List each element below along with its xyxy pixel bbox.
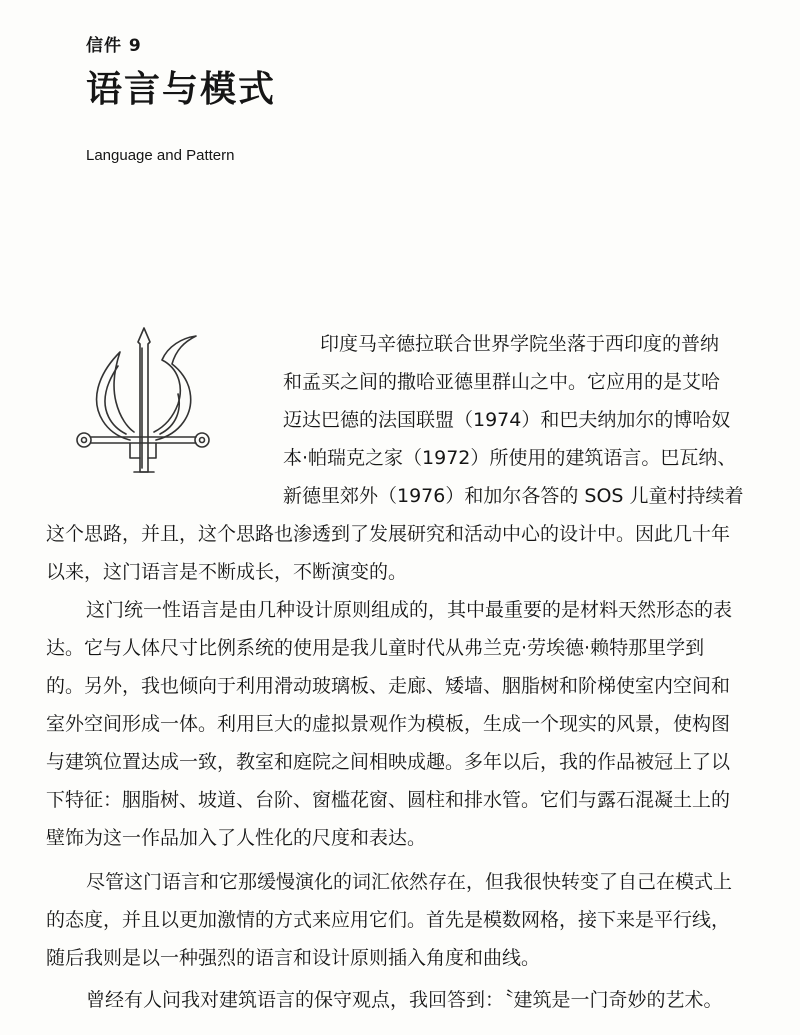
- body-text-line: 曾经有人问我对建筑语言的保守观点，我回答到：〝建筑是一门奇妙的艺术。: [86, 989, 723, 1011]
- page-title: 语言与模式: [86, 69, 277, 110]
- body-text-line: 室外空间形成一体。利用巨大的虚拟景观作为模板，生成一个现实的风景，使构图: [46, 713, 731, 735]
- body-text-line: 壁饰为这一作品加入了人性化的尺度和表达。: [46, 827, 427, 849]
- trident-emblem-icon: [68, 322, 218, 482]
- page-subtitle: Language and Pattern: [86, 147, 235, 164]
- body-text-line: 迈达巴德的法国联盟（1974）和巴夫纳加尔的博哈奴: [283, 409, 731, 431]
- body-text-line: 的。另外，我也倾向于利用滑动玻璃板、走廊、矮墙、胭脂树和阶梯使室内空间和: [46, 675, 731, 697]
- body-text-line: 随后我则是以一种强烈的语言和设计原则插入角度和曲线。: [46, 947, 541, 969]
- body-text-line: 的态度，并且以更加激情的方式来应用它们。首先是模数网格，接下来是平行线，: [46, 909, 731, 931]
- body-text-line: 以来，这门语言是不断成长，不断演变的。: [46, 561, 408, 583]
- body-text-line: 本·帕瑞克之家（1972）所使用的建筑语言。巴瓦纳、: [283, 447, 737, 469]
- body-text-line: 这门统一性语言是由几种设计原则组成的，其中最重要的是材料天然形态的表: [86, 599, 733, 621]
- body-text-line: 达。它与人体尺寸比例系统的使用是我儿童时代从弗兰克·劳埃德·赖特那里学到: [46, 637, 705, 659]
- body-text-line: 新德里郊外（1976）和加尔各答的 SOS 儿童村持续着: [283, 485, 744, 507]
- chapter-label: 信件 9: [86, 36, 142, 56]
- body-text-line: 和孟买之间的撒哈亚德里群山之中。它应用的是艾哈: [283, 371, 721, 393]
- body-text-line: 这个思路，并且，这个思路也渗透到了发展研究和活动中心的设计中。因此几十年: [46, 523, 731, 545]
- body-text-line: 尽管这门语言和它那缓慢演化的词汇依然存在，但我很快转变了自己在模式上: [86, 871, 733, 893]
- body-text-line: 下特征：胭脂树、坡道、台阶、窗槛花窗、圆柱和排水管。它们与露石混凝土上的: [46, 789, 731, 811]
- body-text-line: 印度马辛德拉联合世界学院坐落于西印度的普纳: [320, 333, 720, 355]
- body-text-line: 与建筑位置达成一致，教室和庭院之间相映成趣。多年以后，我的作品被冠上了以: [46, 751, 731, 773]
